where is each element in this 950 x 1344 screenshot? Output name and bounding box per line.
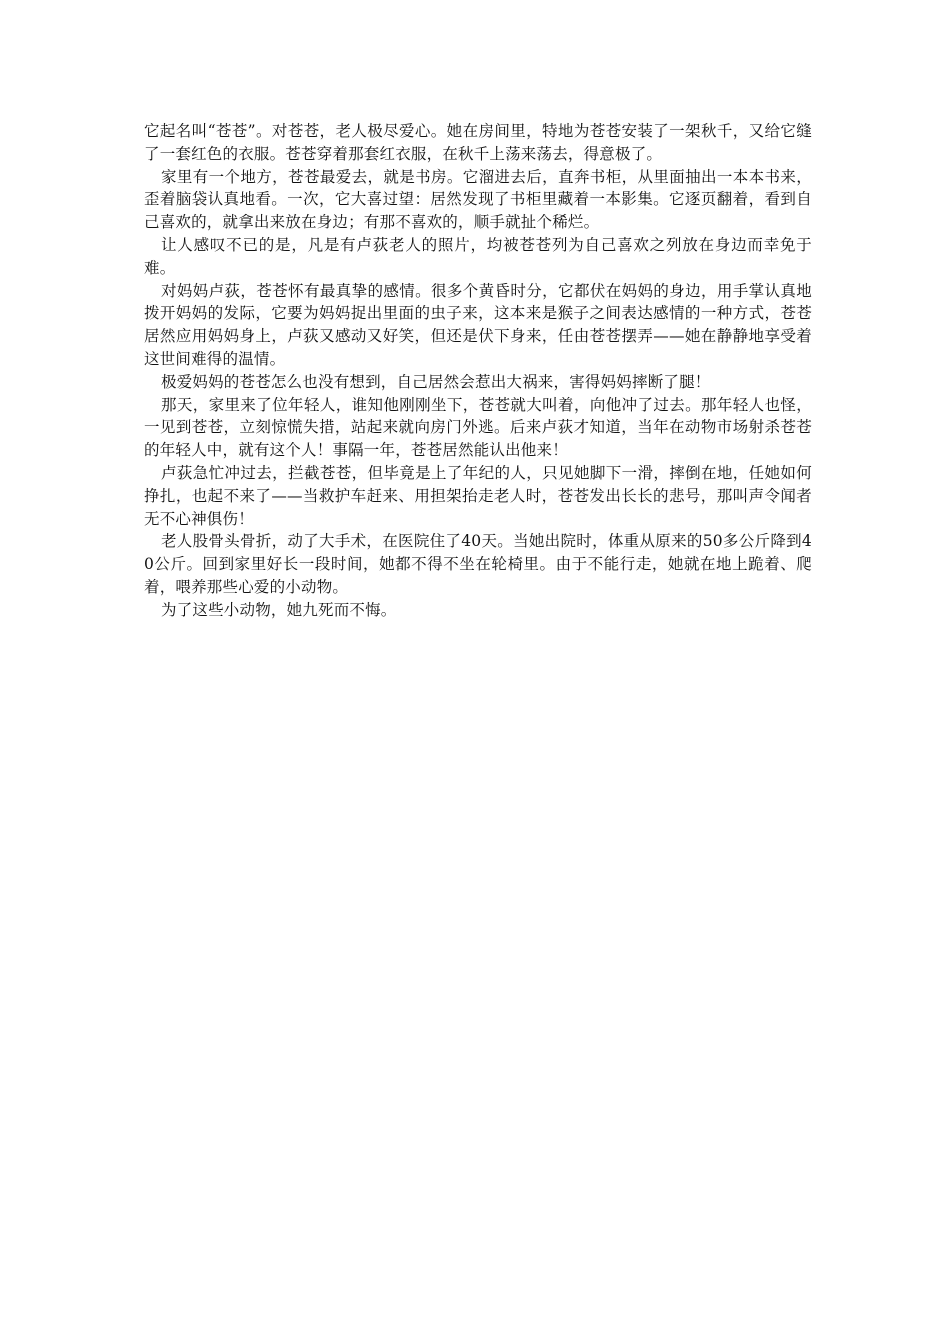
paragraph: 老人股骨头骨折，动了大手术，在医院住了40天。当她出院时，体重从原来的50多公斤降到40公斤。回到家里好长一段时间，她都不得不坐在轮椅里。由于不能行走，她就在地上跪着、爬着，喂养那些心爱的小动物。 bbox=[144, 532, 812, 596]
paragraph: 那天，家里来了位年轻人，谁知他刚刚坐下，苍苍就大叫着，向他冲了过去。那年轻人也怪，一见到苍苍，立刻惊慌失措，站起来就向房门外逃。后来卢荻才知道，当年在动物市场射杀苍苍的年轻人中，就有这个人！事隔一年，苍苍居然能认出他来！ bbox=[144, 395, 812, 460]
paragraph: 极爱妈妈的苍苍怎么也没有想到，自己居然会惹出大祸来，害得妈妈摔断了腿！ bbox=[161, 372, 711, 391]
paragraph: 对妈妈卢荻，苍苍怀有最真挚的感情。很多个黄昏时分，它都伏在妈妈的身边，用手掌认真地拨开妈妈的发际，它要为妈妈捉出里面的虫子来，这本来是猴子之间表达感情的一种方式，苍苍居然应用妈妈身上，卢荻又感动又好笑，但还是伏下身来，任由苍苍摆弄——她在静静地享受着这世间难得的温情。 bbox=[144, 281, 812, 368]
document-body bbox=[144, 120, 812, 622]
paragraph: 它起名叫“苍苍”。对苍苍，老人极尽爱心。她在房间里，特地为苍苍安装了一架秋千，又给它缝了一套红色的衣服。苍苍穿着那套红衣服，在秋千上荡来荡去，得意极了。 bbox=[144, 122, 812, 163]
paragraph: 让人感叹不已的是，凡是有卢荻老人的照片，均被苍苍列为自己喜欢之列放在身边而幸免于难。 bbox=[144, 235, 812, 277]
paragraph: 卢荻急忙冲过去，拦截苍苍，但毕竟是上了年纪的人，只见她脚下一滑，摔倒在地，任她如何挣扎，也起不来了——当救护车赶来、用担架抬走老人时，苍苍发出长长的悲号，那叫声令闻者无不心神俱伤！ bbox=[144, 463, 812, 528]
paragraph: 为了这些小动物，她九死而不悔。 bbox=[161, 600, 397, 619]
paragraph: 家里有一个地方，苍苍最爱去，就是书房。它溜进去后，直奔书柜，从里面抽出一本本书来，歪着脑袋认真地看。一次，它大喜过望：居然发现了书柜里藏着一本影集。它逐页翻着，看到自己喜欢的，就拿出来放在身边；有那不喜欢的，顺手就扯个稀烂。 bbox=[144, 167, 812, 232]
